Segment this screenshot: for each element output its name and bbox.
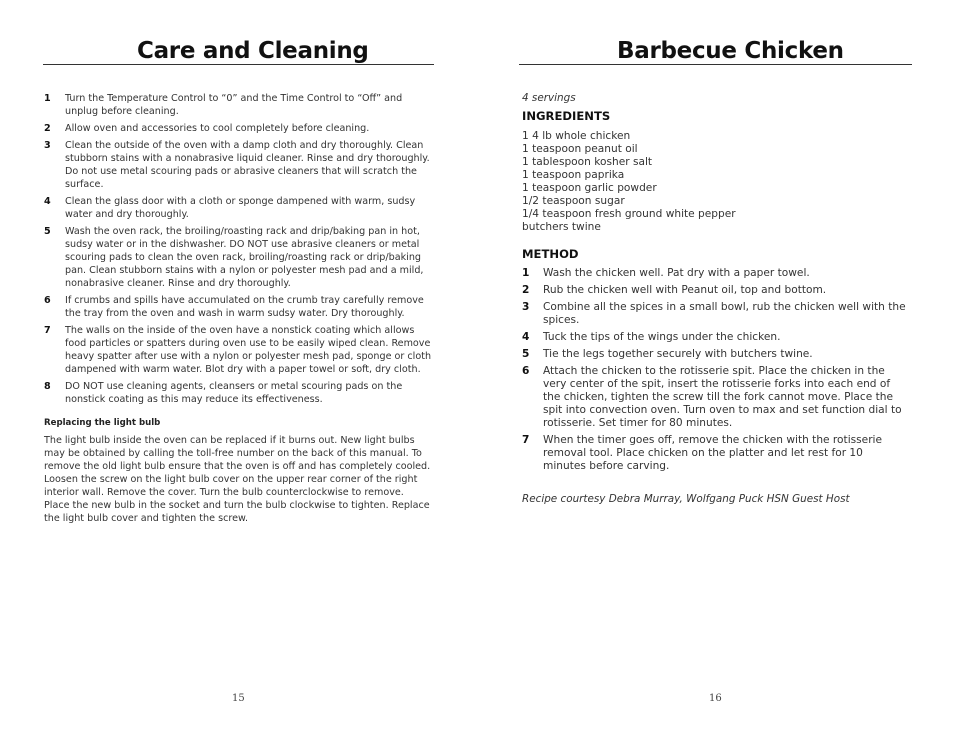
step-number: 2 (522, 284, 530, 296)
step-number: 3 (522, 301, 530, 313)
list-item (522, 434, 907, 473)
step-number: 2 (44, 123, 51, 134)
step-text: If crumbs and spills have accumulated on the crumb tray carefully remove the tray from the oven and wash in warm sudsy water. Dry thoroughly. (65, 295, 424, 319)
list-item (522, 267, 907, 280)
method-heading: METHOD (522, 247, 579, 261)
page-title: Care and Cleaning (137, 38, 369, 64)
list-item: 1/2 teaspoon sugar (522, 195, 625, 207)
step-number: 6 (44, 295, 51, 306)
page-number: 15 (232, 693, 245, 704)
list-item (522, 331, 907, 344)
step-text: Clean the outside of the oven with a damp cloth and dry thoroughly. Clean stubborn stains with a nonabrasive liquid cleaner. Rinse and dry thoroughly. Do not use metal scouring pads or abrasive cleaners that will scratch the surface. (65, 140, 430, 190)
list-item (44, 380, 436, 406)
ingredients-list (522, 130, 736, 234)
step-text: Allow oven and accessories to cool completely before cleaning. (65, 123, 370, 134)
title-rule (43, 64, 434, 65)
step-number: 4 (522, 331, 530, 343)
step-number: 3 (44, 140, 51, 151)
light-bulb-paragraph: The light bulb inside the oven can be replaced if it burns out. New light bulbs may be obtained by calling the toll-free number on the back of this manual. To remove the old light bulb ensure that the oven is off and has completely cooled. Loosen the screw on the light bulb cover on the upper rear corner of the right interior wall. Remove the cover. Turn the bulb counterclockwise to remove. Place the new bulb in the socket and turn the bulb clockwise to tighten. Replace the light bulb cover and tighten the screw. (44, 435, 431, 524)
section-subheading: Replacing the light bulb (44, 418, 161, 428)
step-text: The walls on the inside of the oven have a nonstick coating which allows food particles or spatters during oven use to be easily wiped clean. Remove heavy spatter after use with a nylon or polyester mesh pad, sponge or cloth dampened with warm water. Blot dry with a paper towel or soft, dry cloth. (65, 325, 432, 375)
step-text: Tie the legs together securely with butchers twine. (543, 348, 813, 360)
step-text: Clean the glass door with a cloth or sponge dampened with warm, sudsy water and dry thoroughly. (65, 196, 416, 220)
step-number: 6 (522, 365, 530, 377)
cleaning-steps-list (44, 92, 436, 410)
step-text: DO NOT use cleaning agents, cleansers or metal scouring pads on the nonstick coating as this may reduce its effectiveness. (65, 381, 403, 405)
method-steps-list (522, 267, 907, 477)
step-text: Wash the chicken well. Pat dry with a paper towel. (543, 267, 810, 279)
list-item (44, 294, 436, 320)
list-item (522, 365, 907, 430)
title-rule (519, 64, 912, 65)
list-item (44, 139, 436, 191)
list-item (44, 195, 436, 221)
page-title: Barbecue Chicken (617, 38, 844, 64)
list-item: 1 4 lb whole chicken (522, 130, 631, 142)
list-item: 1 tablespoon kosher salt (522, 156, 653, 168)
step-number: 7 (522, 434, 530, 446)
list-item: 1 teaspoon garlic powder (522, 182, 657, 194)
step-text: Attach the chicken to the rotisserie spit. Place the chicken in the very center of the spit, insert the rotisserie forks into each end of the chicken, tighten the screw till the fork cannot move. Place the spit into convection oven. Turn oven to max and set function dial to rotisserie. Set timer for 80 minutes. (543, 365, 902, 429)
step-number: 4 (44, 196, 51, 207)
step-number: 8 (44, 381, 51, 392)
recipe-credit: Recipe courtesy Debra Murray, Wolfgang Puck HSN Guest Host (522, 493, 850, 505)
list-item (522, 301, 907, 327)
step-text: Rub the chicken well with Peanut oil, top and bottom. (543, 284, 827, 296)
step-number: 5 (44, 226, 51, 237)
list-item (44, 122, 436, 135)
list-item (44, 324, 436, 376)
page-number: 16 (709, 693, 722, 704)
step-number: 7 (44, 325, 51, 336)
list-item (44, 225, 436, 290)
list-item (522, 284, 907, 297)
step-number: 1 (522, 267, 530, 279)
step-text: Combine all the spices in a small bowl, rub the chicken well with the spices. (543, 301, 906, 326)
list-item: 1 teaspoon paprika (522, 169, 625, 181)
list-item: butchers twine (522, 221, 601, 233)
step-number: 1 (44, 93, 51, 104)
step-text: Wash the oven rack, the broiling/roasting rack and drip/baking pan in hot, sudsy water or in the dishwasher. DO NOT use abrasive cleaners or metal scouring pads to clean the oven rack, broiling/roasting rack or drip/baking pan. Clean stubborn stains with a nylon or polyester mesh pad and a mild, nonabrasive cleaner. Rinse and dry thoroughly. (65, 226, 424, 289)
servings: 4 servings (522, 92, 576, 104)
step-text: Tuck the tips of the wings under the chicken. (543, 331, 781, 343)
step-text: Turn the Temperature Control to “0” and the Time Control to “Off” and unplug before cleaning. (65, 93, 403, 117)
list-item: 1 teaspoon peanut oil (522, 143, 638, 155)
ingredients-heading: INGREDIENTS (522, 109, 611, 123)
step-number: 5 (522, 348, 530, 360)
list-item (522, 348, 907, 361)
right-page (477, 0, 954, 738)
list-item: 1/4 teaspoon fresh ground white pepper (522, 208, 736, 220)
list-item (44, 92, 436, 118)
step-text: When the timer goes off, remove the chicken with the rotisserie removal tool. Place chicken on the platter and let rest for 10 minutes before carving. (543, 434, 883, 472)
